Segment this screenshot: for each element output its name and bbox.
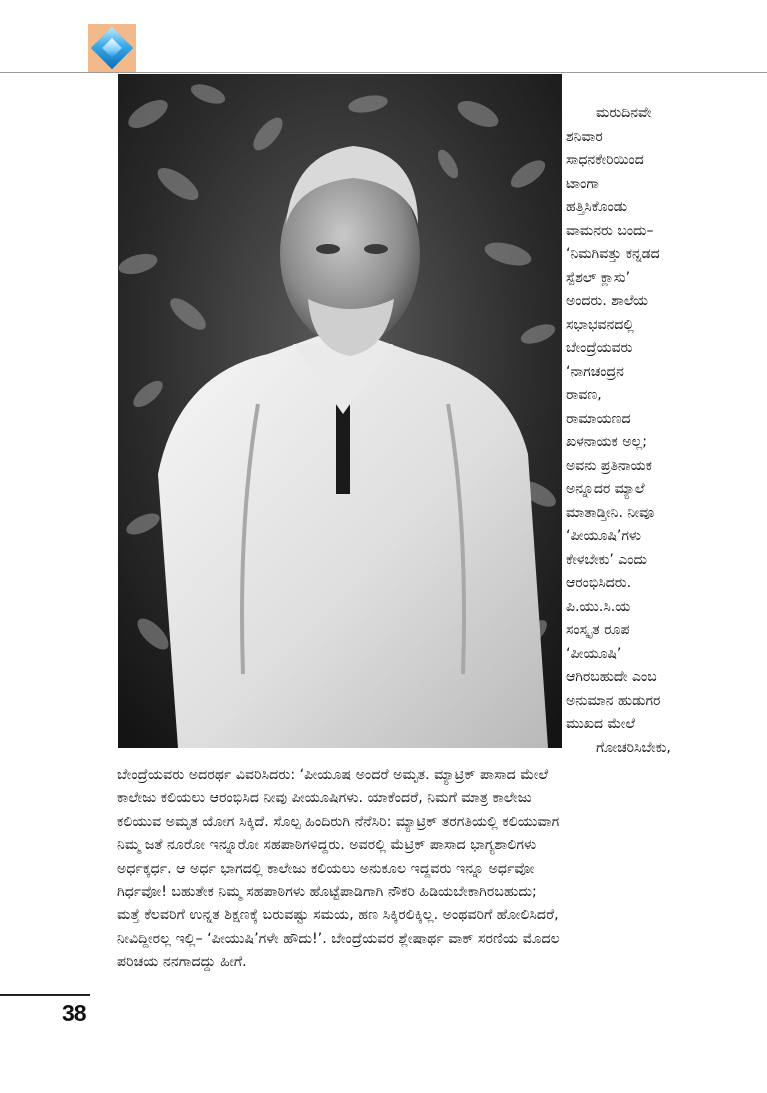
side-line: ಬೇಂದ್ರೆಯವರು bbox=[566, 340, 633, 356]
side-line: ಆರಂಭಿಸಿದರು. bbox=[566, 575, 632, 591]
portrait-illustration bbox=[118, 74, 562, 748]
body-line: ನೀವಿದ್ದೀರಲ್ಲ ಇಲ್ಲಿ– ‘ಪೀಯುಷಿ’ಗಳೇ ಹೌದು!’. ಬೇಂದ್ರೆಯವರ ಶ್ಲೇಷಾರ್ಥ ವಾಕ್ ಸರಣಿಯ ಮೊದಲ bbox=[117, 930, 560, 947]
side-line: ‘ಪೀಯೂಷಿ’ bbox=[566, 645, 622, 662]
side-line: ಮುಖದ ಮೇಲೆ bbox=[566, 716, 635, 732]
page-number: 38 bbox=[62, 1000, 86, 1026]
side-line: ‘ಪೀಯೂಷಿ’ಗಳು bbox=[566, 528, 641, 544]
side-line: ಮರುದಿನವೇ bbox=[596, 105, 652, 121]
side-column-text bbox=[566, 102, 766, 760]
side-line: ಖಳನಾಯಕ ಅಲ್ಲ; bbox=[566, 434, 647, 450]
side-line: ಅವನು ಪ್ರತಿನಾಯಕ bbox=[566, 457, 652, 474]
body-line: ನಿಮ್ಮ ಜತೆ ನೂರೋ ಇನ್ನೂರೋ ಸಹಪಾಠಿಗಳಿದ್ದರು. ಅವರಲ್ಲಿ ಮೆಟ್ರಿಕ್ ಪಾಸಾದ ಭಾಗ್ಯಶಾಲಿಗಳು bbox=[117, 837, 537, 854]
side-line: ವಾಮನರು ಬಂದು– bbox=[566, 222, 654, 239]
side-line: ರಾವಣ, bbox=[566, 387, 602, 403]
folio-rule bbox=[0, 994, 90, 996]
side-line: ಗೋಚರಿಸಿಬೇಕು, bbox=[596, 739, 671, 756]
body-paragraph bbox=[117, 764, 717, 975]
side-line: ಹತ್ತಿಸಿಕೊಂಡು bbox=[566, 199, 628, 215]
body-line: ಅರ್ಧಕ್ಕರ್ಧ. ಆ ಅರ್ಧ ಭಾಗದಲ್ಲಿ ಕಾಲೇಜು ಕಲಿಯಲು ಅನುಕೂಲ ಇದ್ದವರು ಇನ್ನೂ ಅರ್ಧವೋ bbox=[117, 860, 535, 877]
side-line: ಆಗಿರಬಹುದೇ ಎಂಬ bbox=[566, 669, 657, 685]
side-line: ಟಾಂಗಾ bbox=[566, 175, 599, 192]
side-line: ಕೇಳಬೇಕು’ ಎಂದು bbox=[566, 551, 647, 568]
diamond-logo-icon bbox=[88, 24, 136, 72]
side-line: ಸಾಧನಕೇರಿಯಿಂದ bbox=[566, 152, 644, 168]
header-rule bbox=[0, 72, 767, 73]
side-line: ಅಂದರು. ಶಾಲೆಯ bbox=[566, 293, 649, 309]
side-line: ಶನಿವಾರ bbox=[566, 128, 603, 145]
portrait-photo bbox=[118, 74, 562, 748]
side-line: ‘ನಾಗಚಂದ್ರನ bbox=[566, 363, 624, 380]
side-line: ಅನುಮಾನ ಹುಡುಗರ bbox=[566, 692, 661, 709]
body-line: ಗಿರ್ಧವೋ! ಬಹುತೇಕ ನಿಮ್ಮ ಸಹಪಾಠಿಗಳು ಹೊಟ್ಟೆಪಾಡಿಗಾಗಿ ನೌಕರಿ ಹಿಡಿಯಬೇಕಾಗಿರಬಹುದು; bbox=[117, 884, 537, 901]
side-line: ಸಭಾಭವನದಲ್ಲಿ bbox=[566, 316, 634, 333]
body-line: ಬೇಂದ್ರೆಯವರು ಅದರರ್ಥ ವಿವರಿಸಿದರು: ‘ಪೀಯೂಷ ಅಂದರೆ ಅಮೃತ. ಮ್ಯಾಟ್ರಿಕ್ ಪಾಸಾದ ಮೇಲೆ bbox=[117, 767, 549, 783]
side-line: ಅನ್ನೂದರ ಮ್ಯಾಲೆ bbox=[566, 481, 645, 497]
side-line: ಪಿ.ಯು.ಸಿ.ಯ bbox=[566, 598, 631, 615]
body-line: ಕಲಿಯುವ ಅಮೃತ ಯೋಗ ಸಿಕ್ಕಿದೆ. ಸೊಲ್ಪ ಹಿಂದಿರುಗಿ ನೆನೆಸಿರಿ: ಮ್ಯಾಟ್ರಿಕ್ ತರಗತಿಯಲ್ಲಿ ಕಲಿಯುವಾಗ bbox=[117, 813, 560, 830]
body-line: ಮತ್ತೆ ಕೆಲವರಿಗೆ ಉನ್ನತ ಶಿಕ್ಷಣಕ್ಕೆ ಬರುವಷ್ಟು ಸಮಯ, ಹಣ ಸಿಕ್ಕಿರಲಿಕ್ಕಿಲ್ಲ. ಅಂಥವರಿಗೆ ಹೋಲಿಸಿದರೆ, bbox=[117, 907, 559, 924]
side-line: ರಾಮಾಯಣದ bbox=[566, 410, 631, 427]
body-line: ಪರಿಚಯ ನನಗಾದದ್ದು ಹೀಗೆ. bbox=[117, 954, 247, 971]
side-line: ಸಂಸ್ಕೃತ ರೂಪ bbox=[566, 622, 630, 638]
body-line: ಕಾಲೇಜು ಕಲಿಯಲು ಆರಂಭಿಸಿದ ನೀವು ಪೀಯೂಷಿಗಳು. ಯಾಕೆಂದರೆ, ನಿಮಗೆ ಮಾತ್ರ ಕಾಲೇಜು bbox=[117, 790, 532, 807]
side-line: ಮಾತಾಡ್ತೀನಿ. ನೀವೂ bbox=[566, 504, 655, 521]
side-line: ಸ್ಪೆಶಲ್ ಕ್ಲಾಸು’ bbox=[566, 269, 631, 286]
side-line: ‘ನಿಮಗಿವತ್ತು ಕನ್ನಡದ bbox=[566, 246, 660, 262]
